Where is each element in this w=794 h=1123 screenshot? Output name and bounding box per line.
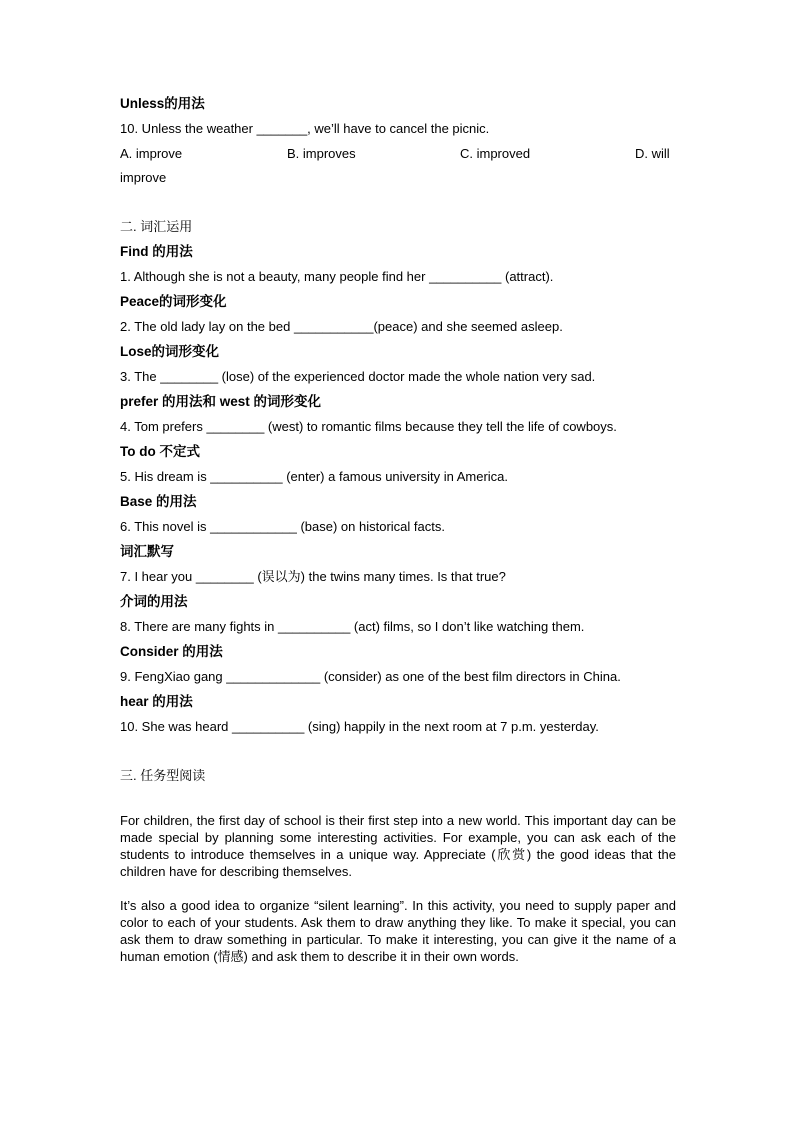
part2-title: 二. 词汇运用 — [120, 219, 193, 234]
item-question: 8. There are many fights in __________ (act) films, so I don’t like watching them. — [120, 619, 585, 634]
reading-paragraph: For children, the first day of school is their first step into a new world. This important day can be made special by planning some interesting activities. For example, you can ask each of the students to introduce themselves in a unique way. Appreciate (欣赏) the good ideas that the children have for describing themselves. — [120, 813, 676, 879]
option-b: B. improves — [287, 146, 356, 161]
item-question: 3. The ________ (lose) of the experienced doctor made the whole nation very sad. — [120, 369, 596, 384]
item-heading: prefer 的用法和 west 的词形变化 — [120, 394, 322, 409]
item-question: 4. Tom prefers ________ (west) to romantic films because they tell the life of cowboys. — [120, 419, 617, 434]
item-heading: Base 的用法 — [120, 494, 197, 509]
item-question: 1. Although she is not a beauty, many people find her __________ (attract). — [120, 269, 554, 284]
item-question: 5. His dream is __________ (enter) a famous university in America. — [120, 469, 509, 484]
part1-question: 10. Unless the weather _______, we’ll have to cancel the picnic. — [120, 121, 490, 136]
item-heading: Peace的词形变化 — [120, 294, 227, 309]
option-a: A. improve — [120, 146, 183, 161]
item-question: 6. This novel is ____________ (base) on historical facts. — [120, 519, 445, 534]
option-d: D. will — [635, 146, 670, 161]
item-heading: Lose的词形变化 — [120, 344, 220, 359]
part1-heading: Unless的用法 — [120, 96, 205, 111]
item-heading: To do 不定式 — [120, 444, 200, 459]
item-heading: 介词的用法 — [120, 594, 188, 609]
item-question: 9. FengXiao gang _____________ (consider) as one of the best film directors in China. — [120, 669, 621, 684]
item-heading: Consider 的用法 — [120, 644, 223, 659]
item-heading: Find 的用法 — [120, 244, 193, 259]
item-heading: 词汇默写 — [120, 544, 174, 559]
part1-options — [120, 145, 680, 162]
reading-paragraph: It’s also a good idea to organize “silent learning”. In this activity, you need to supply paper and color to each of your students. Ask them to draw anything they like. To make it special, you can ask them to draw something in particular. To make it interesting, you can give it the name of a human emotion (情感) and ask them to describe it in their own words. — [120, 898, 676, 964]
item-question: 7. I hear you ________ (误以为) the twins many times. Is that true? — [120, 569, 506, 584]
option-d-wrap: improve — [120, 170, 167, 185]
option-c: C. improved — [460, 146, 531, 161]
item-heading: hear 的用法 — [120, 694, 193, 709]
item-question: 2. The old lady lay on the bed ___________(peace) and she seemed asleep. — [120, 319, 563, 334]
document-page — [120, 95, 680, 965]
part3-title: 三. 任务型阅读 — [120, 768, 206, 783]
item-question: 10. She was heard __________ (sing) happily in the next room at 7 p.m. yesterday. — [120, 719, 599, 734]
